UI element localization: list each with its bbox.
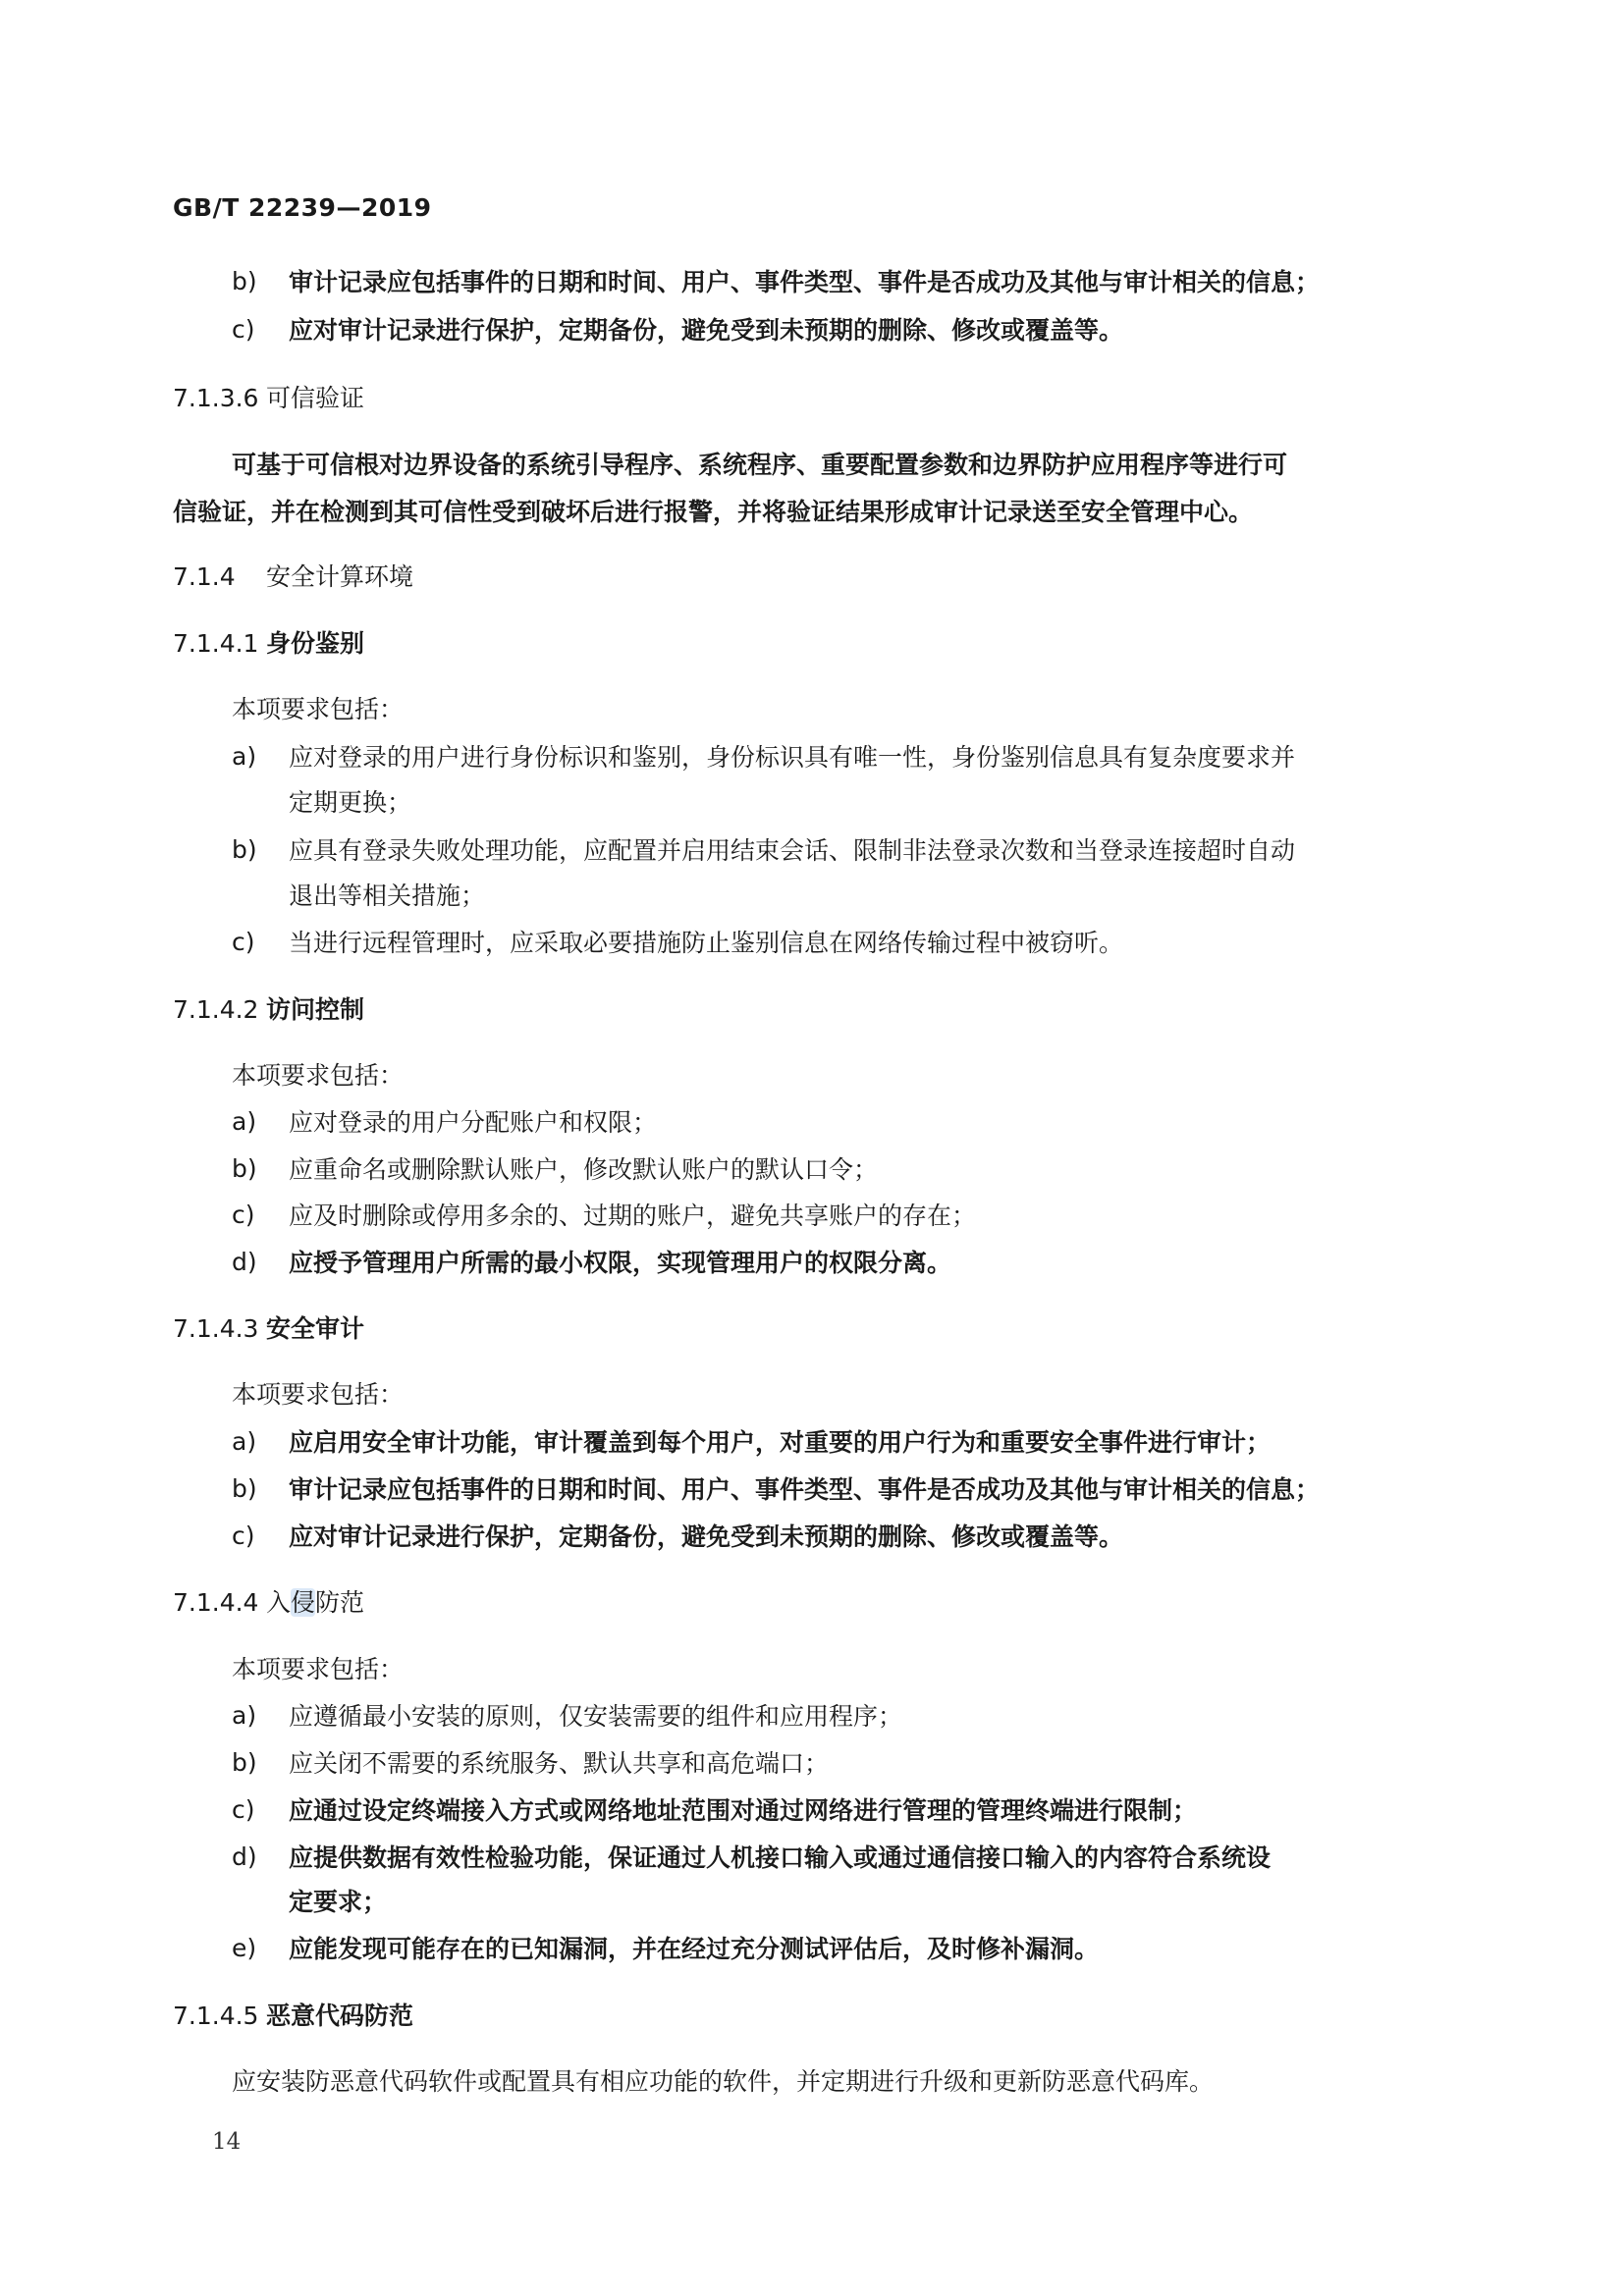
list-item: 审计记录应包括事件的日期和时间、用户、事件类型、事件是否成功及其他与审计相关的信息； [289, 1475, 1321, 1504]
intro-text: 本项要求包括： [232, 1655, 405, 1683]
list-item: 应启用安全审计功能，审计覆盖到每个用户，对重要的用户行为和重要安全事件进行审计； [289, 1428, 1272, 1457]
intro-text: 本项要求包括： [232, 1061, 405, 1090]
list-item: 应对登录的用户进行身份标识和鉴别，身份标识具有唯一性，身份鉴别信息具有复杂度要求并 [289, 743, 1296, 772]
section-number: 7.1.4.3 [173, 1314, 259, 1343]
section-title: 恶意代码防范 [266, 2002, 414, 2030]
section-number: 7.1.3.6 [173, 384, 259, 412]
section-heading [173, 561, 413, 593]
list-item: 应重命名或删除默认账户，修改默认账户的默认口令； [289, 1155, 879, 1184]
section-number: 7.1.4.2 [173, 995, 259, 1024]
list-marker: d) [232, 1842, 257, 1871]
list-marker: c) [232, 315, 255, 344]
section-number: 7.1.4.5 [173, 2002, 259, 2030]
list-marker: b) [232, 1748, 257, 1777]
section-heading [173, 1587, 364, 1619]
section-heading [173, 383, 364, 414]
section-title: 安全计算环境 [266, 562, 414, 591]
page-number: 14 [212, 2129, 242, 2155]
list-item-continuation: 退出等相关措施； [289, 881, 486, 910]
section-title: 身份鉴别 [266, 629, 365, 658]
list-item: 应通过设定终端接入方式或网络地址范围对通过网络进行管理的管理终端进行限制； [289, 1796, 1198, 1825]
standard-code: GB/T 22239—2019 [173, 193, 432, 222]
paragraph-line: 应安装防恶意代码软件或配置具有相应功能的软件，并定期进行升级和更新防恶意代码库。 [232, 2067, 1215, 2096]
list-marker: a) [232, 1701, 257, 1730]
section-heading [173, 2001, 413, 2032]
list-item: 应对登录的用户分配账户和权限； [289, 1108, 658, 1137]
section-heading [173, 994, 364, 1026]
section-title: 访问控制 [266, 995, 365, 1024]
list-item: 审计记录应包括事件的日期和时间、用户、事件类型、事件是否成功及其他与审计相关的信息； [289, 268, 1321, 296]
intro-text: 本项要求包括： [232, 695, 405, 723]
paragraph-line: 信验证，并在检测到其可信性受到破坏后进行报警，并将验证结果形成审计记录送至安全管理中心。 [173, 498, 1254, 526]
section-title: 可信验证 [266, 384, 365, 412]
list-marker: e) [232, 1934, 257, 1962]
intro-text: 本项要求包括： [232, 1380, 405, 1409]
section-title-part: 防范 [315, 1588, 365, 1617]
list-marker: c) [232, 1795, 255, 1824]
list-item: 应对审计记录进行保护，定期备份，避免受到未预期的删除、修改或覆盖等。 [289, 316, 1124, 345]
list-marker: c) [232, 1522, 255, 1550]
list-marker: b) [232, 1154, 257, 1183]
list-item: 应提供数据有效性检验功能，保证通过人机接口输入或通过通信接口输入的内容符合系统设 [289, 1843, 1272, 1872]
list-item: 应遵循最小安装的原则，仅安装需要的组件和应用程序； [289, 1702, 903, 1731]
section-title [266, 1588, 364, 1617]
list-marker: d) [232, 1248, 257, 1276]
section-number: 7.1.4.4 [173, 1588, 259, 1617]
list-item: 应具有登录失败处理功能，应配置并启用结束会话、限制非法登录次数和当登录连接超时自动 [289, 836, 1296, 865]
list-marker: b) [232, 835, 257, 864]
list-marker: a) [232, 1107, 257, 1136]
list-marker: b) [232, 267, 257, 295]
list-marker: a) [232, 742, 257, 771]
section-heading [173, 628, 364, 660]
section-number: 7.1.4 [173, 562, 236, 591]
list-marker: c) [232, 1201, 255, 1229]
section-heading [173, 1313, 364, 1345]
list-item: 应能发现可能存在的已知漏洞，并在经过充分测试评估后，及时修补漏洞。 [289, 1935, 1100, 1963]
list-item: 应关闭不需要的系统服务、默认共享和高危端口； [289, 1749, 830, 1778]
list-item: 当进行远程管理时，应采取必要措施防止鉴别信息在网络传输过程中被窃听。 [289, 929, 1124, 957]
list-marker: b) [232, 1474, 257, 1503]
list-item: 应授予管理用户所需的最小权限，实现管理用户的权限分离。 [289, 1249, 952, 1277]
list-marker: c) [232, 928, 255, 956]
paragraph-line: 可基于可信根对边界设备的系统引导程序、系统程序、重要配置参数和边界防护应用程序等进行可 [232, 451, 1288, 479]
section-title-part: 入 [266, 1588, 292, 1617]
section-title: 安全审计 [266, 1314, 365, 1343]
list-item-continuation: 定要求； [289, 1888, 388, 1916]
list-item: 应及时删除或停用多余的、过期的账户，避免共享账户的存在； [289, 1201, 977, 1230]
section-number: 7.1.4.1 [173, 629, 259, 658]
highlighted-text: 侵 [291, 1588, 316, 1617]
list-item: 应对审计记录进行保护，定期备份，避免受到未预期的删除、修改或覆盖等。 [289, 1522, 1124, 1551]
list-marker: a) [232, 1427, 257, 1456]
list-item-continuation: 定期更换； [289, 788, 412, 817]
